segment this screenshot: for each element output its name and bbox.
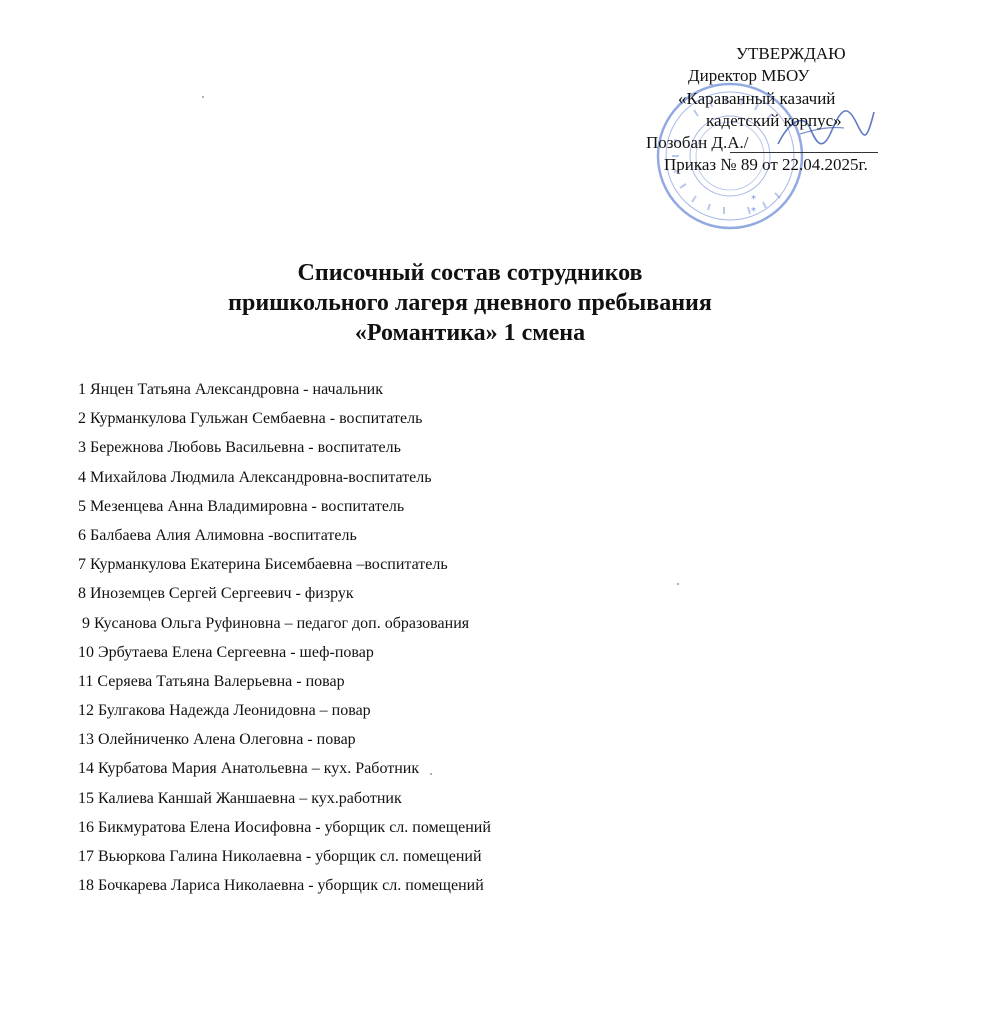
organization-name-line2: кадетский корпус» <box>706 111 842 130</box>
list-item: 15 Калиева Каншай Жаншаевна – кух.работник <box>78 789 402 807</box>
list-item: 14 Курбатова Мария Анатольевна – кух. Работник <box>78 760 420 778</box>
title-line-1: Списочный состав сотрудников <box>297 260 643 286</box>
list-item: 18 Бочкарева Лариса Николаевна - уборщик сл. помещений <box>78 877 484 895</box>
list-item: 17 Вьюркова Галина Николаевна - уборщик сл. помещений <box>78 848 482 865</box>
list-item: 5 Мезенцева Анна Владимировна - воспитатель <box>78 497 405 515</box>
list-item: 10 Эрбутаева Елена Сергеевна - шеф-повар <box>78 643 374 661</box>
list-item: 6 Балбаева Алия Алимовна -воспитатель <box>78 526 357 544</box>
scan-speck <box>202 96 204 98</box>
list-item: 2 Курманкулова Гульжан Сембаевна - воспитатель <box>78 410 423 428</box>
signature-underline <box>730 152 878 153</box>
list-item: 1 Янцен Татьяна Александровна - начальник <box>78 381 383 398</box>
list-item: 8 Иноземцев Сергей Сергеевич - физрук <box>78 585 354 603</box>
title-line-3: «Романтика» 1 смена <box>354 320 586 346</box>
scan-speck <box>677 583 679 585</box>
list-item: 7 Курманкулова Екатерина Бисембаевна –воспитатель <box>78 556 448 574</box>
signatory-name: Позобан Д.А./ <box>646 133 749 152</box>
title-line-2: пришкольного лагеря дневного пребывания <box>228 290 712 316</box>
organization-name-line1: «Караванный казачий <box>678 89 836 108</box>
list-item: 12 Булгакова Надежда Леонидовна – повар <box>78 702 371 720</box>
staff-list <box>78 380 491 905</box>
document-title <box>100 258 840 348</box>
list-item: 4 Михайлова Людмила Александровна-воспитатель <box>78 468 432 486</box>
approval-block <box>600 44 890 244</box>
list-item: 9 Кусанова Ольга Руфиновна – педагог доп. образования <box>82 614 470 632</box>
svg-text:*: * <box>751 206 756 217</box>
list-item: 13 Олейниченко Алена Олеговна - повар <box>78 731 356 749</box>
list-item: 3 Бережнова Любовь Васильевна - воспитатель <box>78 439 401 457</box>
svg-text:*: * <box>751 194 756 205</box>
order-reference: Приказ № 89 от 22.04.2025г. <box>664 155 868 174</box>
director-position: Директор МБОУ <box>688 66 810 85</box>
scan-speck <box>430 773 432 775</box>
approve-heading: УТВЕРЖДАЮ <box>736 44 846 63</box>
list-item: 16 Бикмуратова Елена Иосифовна - уборщик сл. помещений <box>78 818 491 836</box>
list-item: 11 Серяева Татьяна Валерьевна - повар <box>78 672 345 690</box>
